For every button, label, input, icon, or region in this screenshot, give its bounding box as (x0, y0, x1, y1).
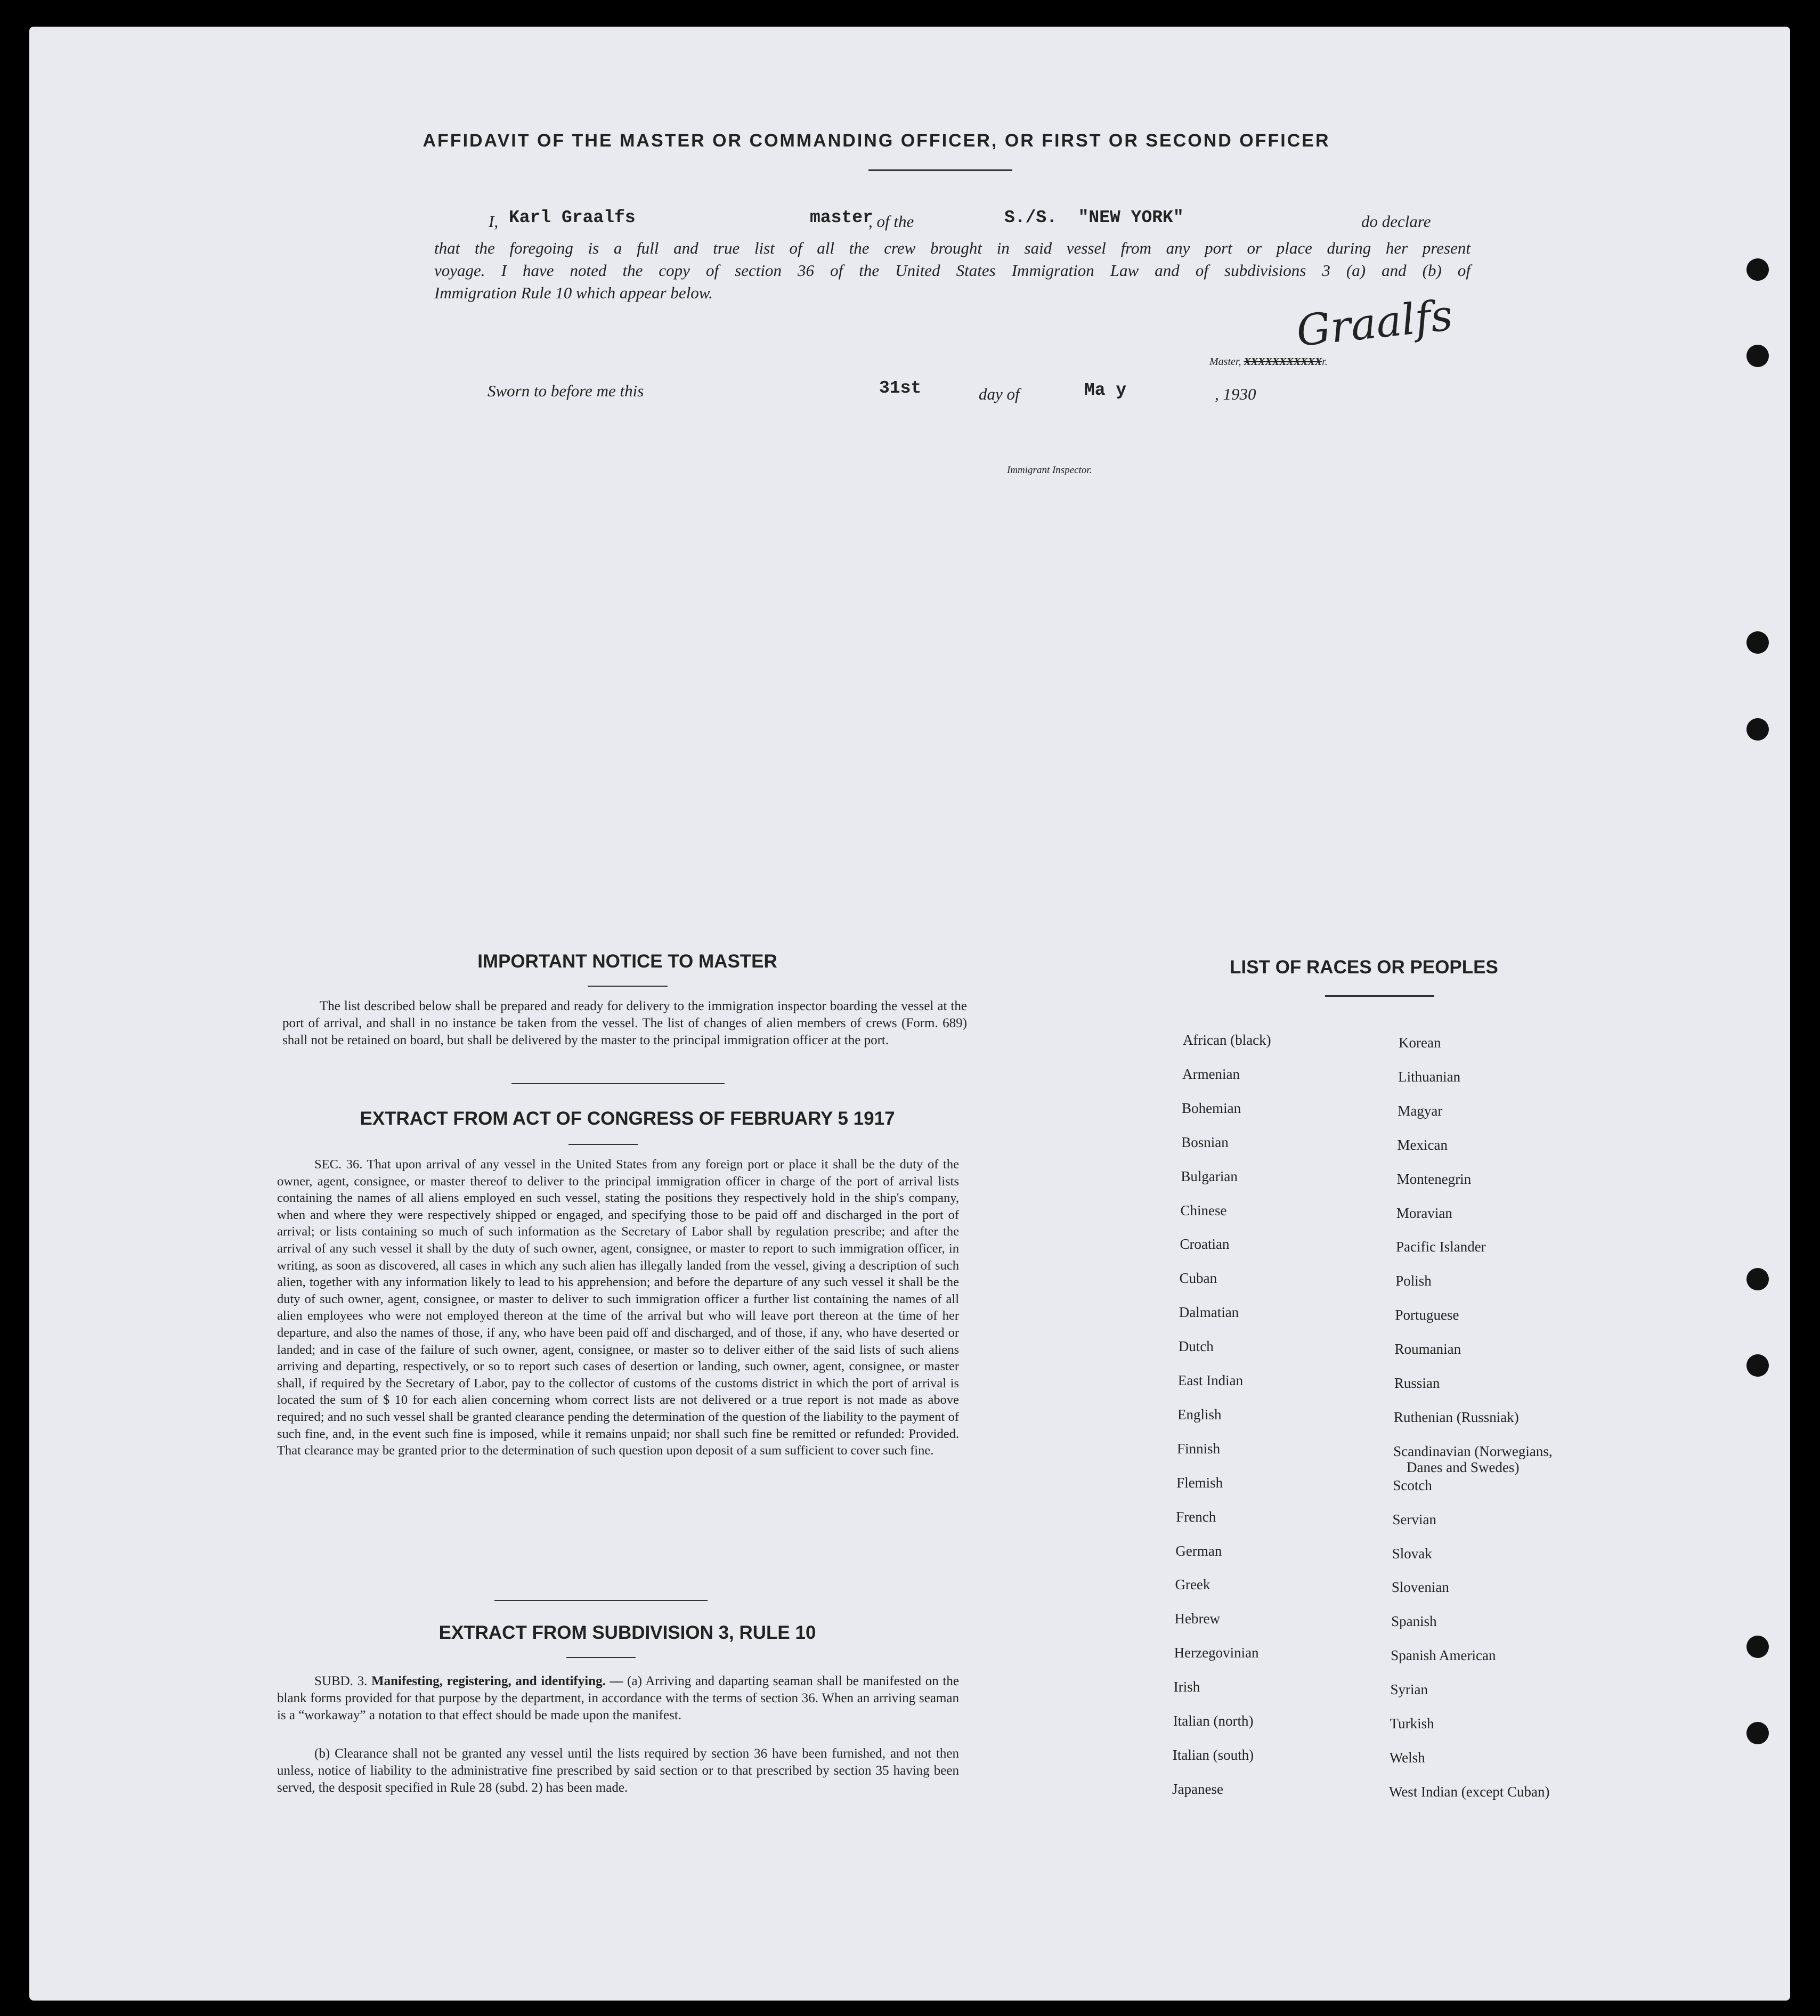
binder-hole (1746, 1268, 1769, 1290)
divider (588, 986, 668, 987)
race-item: Chinese (1180, 1202, 1227, 1218)
affidavit-title: AFFIDAVIT OF THE MASTER OR COMMANDING OFFICER, OR FIRST OR SECOND OFFICER (423, 131, 1330, 151)
sworn-label: Sworn to before me this (488, 381, 644, 400)
race-item: Bosnian (1181, 1134, 1229, 1150)
signature-caption-end: r. (1322, 356, 1328, 368)
notice-text: The list described below shall be prepared and ready for delivery to the immigration inspector boarding the vessel at the port of arrival, and shall in no instance be taken from the vessel. The list of changes of alien members of crews (Form. 689) shall not be retained on board, but shall be delivered by the master to the principal immigration officer at the port. (282, 999, 967, 1047)
race-item: Finnish (1177, 1440, 1221, 1457)
race-item: Lithuanian (1398, 1068, 1461, 1085)
binder-hole (1746, 258, 1769, 281)
race-item: Bulgarian (1181, 1168, 1238, 1184)
race-item: East Indian (1177, 1372, 1244, 1388)
month-field: Ma y (1084, 380, 1127, 400)
act-text: SEC. 36. That upon arrival of any vessel in the United States from any foreign port or place it shall be the duty of the owner, agent, consignee, or master thereof to deliver to the principal immigration officer in charge of the port of arrival lists containing the names of all aliens employed en such vessel, stating the positions they respectively hold in the ship's company, when and where they were respectively shipped or engaged, and specifying those to be paid off and discharged in the port of arrival; or lists containing so much of such information as the Secretary of Labor shall by regulation prescribe; and after the arrival of any such vessel it shall by the duty of such owner, agent, consignee, or master to report to such immigration officer, in writing, as soon as discovered, all cases in which any such alien has illegally landed from the vessel, giving a description of such alien, together with any information likely to lead to his apprehension; and before the departure of any such vessel it shall be the duty of such owner, agent, consignee, or master to deliver to such immigration officer a further list containing the names of all alien employees who were not employed thereon at the time of the arrival but who will leave port thereon at the time of her departure, and also the names of those, if any, who have been paid off and discharged, and of those, if any, who have deserted or landed; and in case of the failure of such owner, agent, consignee, or master so to deliver either of the said lists of such aliens arriving and departing, respectively, or so to report such cases of desertion or landing, such owner, agent, consignee, or master shall, if required by the Secretary of Labor, pay to the collector of customs of the customs district in which the port of arrival is located the sum of $ 10 for each alien concerning whom correct lists are not delivered or a true report is not made as above required; and no such vessel shall be granted clearance pending the determination of the question of the liability to the payment of such fine, and, in the event such fine is imposed, while it remains unpaid; nor shall such fine be remitted or refunded: Provided. That clearance may be granted prior to the determination of such question upon deposit of a sum sufficient to cover such fine. (277, 1157, 959, 1458)
binder-hole (1746, 718, 1769, 741)
binder-hole (1746, 1354, 1769, 1377)
race-item: African (black) (1183, 1032, 1271, 1048)
divider (566, 1657, 636, 1658)
race-item: Greek (1175, 1576, 1210, 1593)
rank-field: master (810, 208, 873, 227)
rule-title: EXTRACT FROM SUBDIVISION 3, RULE 10 (438, 1622, 816, 1643)
divider (494, 1600, 708, 1601)
vessel-name-field: S./S. "NEW YORK" (1004, 208, 1184, 227)
race-item: Syrian (1390, 1681, 1428, 1698)
race-item: Slovak (1392, 1545, 1432, 1562)
notice-title: IMPORTANT NOTICE TO MASTER (477, 951, 777, 972)
year-prefix: , 19 (1215, 385, 1240, 403)
do-declare-label: do declare (1361, 212, 1431, 231)
inspector-caption: Immigrant Inspector. (1007, 465, 1092, 476)
race-item: Croatian (1180, 1236, 1230, 1253)
races-title: LIST OF RACES OR PEOPLES (1230, 957, 1498, 978)
year-suffix: 30 (1239, 385, 1256, 403)
race-item: Italian (south) (1172, 1746, 1254, 1763)
race-item: Hebrew (1174, 1611, 1220, 1627)
divider (868, 169, 1012, 171)
race-item: Ruthenian (Russniak) (1394, 1409, 1519, 1425)
race-item: English (1177, 1406, 1222, 1422)
affidavit-line: Immigration Rule 10 which appear below. (434, 283, 713, 302)
act-title: EXTRACT FROM ACT OF CONGRESS OF FEBRUARY 5 1917 (360, 1108, 895, 1129)
subd-text-a: (a) Arriving and daparting seaman shall be manifested on the blank forms provided for that purpose by the department, in accordance with the terms of section 36. When an arriving seaman is a “workaway” a notation to that effect should be made upon the manifest. (277, 1674, 960, 1722)
affidavit-i-label: I, (489, 212, 499, 231)
race-item: German (1175, 1542, 1222, 1559)
divider (511, 1083, 725, 1084)
race-item: Bohemian (1182, 1100, 1241, 1116)
signature-caption-text: Master, (1209, 356, 1244, 368)
race-item: Mexican (1397, 1136, 1448, 1153)
master-name-field: Karl Graalfs (509, 208, 636, 227)
race-item: Scotch (1393, 1477, 1432, 1493)
year-field (1215, 385, 1256, 404)
race-item: Flemish (1176, 1474, 1223, 1491)
divider (1325, 995, 1434, 997)
binder-hole (1746, 631, 1769, 654)
race-item: Montenegrin (1396, 1170, 1472, 1187)
race-item: Irish (1173, 1679, 1200, 1695)
race-item: Herzegovinian (1174, 1645, 1259, 1661)
race-item: Armenian (1182, 1066, 1240, 1082)
signature-caption (1209, 356, 1328, 368)
affidavit-line: that the foregoing is a full and true list of all the crew brought in said vessel from any port or place during her present (434, 239, 1470, 257)
rule-subd-a (277, 1673, 959, 1724)
race-item: Pacific Islander (1396, 1239, 1486, 1255)
race-item: Dutch (1178, 1338, 1214, 1355)
race-item: Italian (north) (1173, 1713, 1254, 1729)
race-item: Magyar (1398, 1102, 1443, 1119)
race-item: Turkish (1390, 1716, 1434, 1732)
subd-label: SUBD. 3. (314, 1674, 368, 1688)
race-item: Japanese (1172, 1781, 1223, 1797)
race-item: Slovenian (1391, 1579, 1449, 1596)
race-item: Portuguese (1395, 1307, 1459, 1323)
day-of-label: day of (979, 385, 1020, 403)
divider (568, 1144, 638, 1145)
struck-text: XXXXXXXXXXX (1244, 356, 1322, 368)
race-item: Polish (1395, 1273, 1432, 1289)
race-item: Korean (1399, 1035, 1441, 1051)
race-item: Moravian (1396, 1205, 1452, 1221)
binder-hole (1746, 1636, 1769, 1658)
race-item: French (1176, 1508, 1216, 1525)
race-item: Spanish (1391, 1613, 1437, 1630)
master-signature: Graalfs (1294, 290, 1455, 356)
affidavit-line: voyage. I have noted the copy of section 36 of the United States Immigration Law and of subdivisions 3 (a) and (b) of (434, 261, 1470, 280)
binder-hole (1746, 1722, 1769, 1744)
binder-hole (1746, 345, 1769, 367)
race-item: Spanish American (1391, 1647, 1496, 1664)
race-item: Dalmatian (1179, 1304, 1239, 1321)
race-item: Russian (1394, 1375, 1440, 1391)
race-item: Cuban (1179, 1270, 1217, 1287)
rule-subd-b: (b) Clearance shall not be granted any vessel until the lists required by section 36 have been furnished, and not then unless, notice of liability to the administrative fine prescribed by said section or to that prescribed by section 35 having been served, the desposit specified in Rule 28 (subd. 2) has been made. (277, 1746, 959, 1795)
day-field: 31st (879, 378, 922, 398)
race-item: Scandinavian (Norwegians, (1393, 1443, 1553, 1459)
document-page (29, 27, 1790, 2001)
race-item: Danes and Swedes) (1407, 1459, 1520, 1475)
race-item: West Indian (except Cuban) (1389, 1783, 1550, 1800)
race-item: Welsh (1389, 1749, 1425, 1766)
subd-heading: Manifesting, registering, and identifying. — (371, 1674, 623, 1688)
race-item: Roumanian (1394, 1341, 1461, 1357)
race-item: Servian (1392, 1511, 1437, 1527)
of-the-label: , of the (868, 212, 914, 231)
